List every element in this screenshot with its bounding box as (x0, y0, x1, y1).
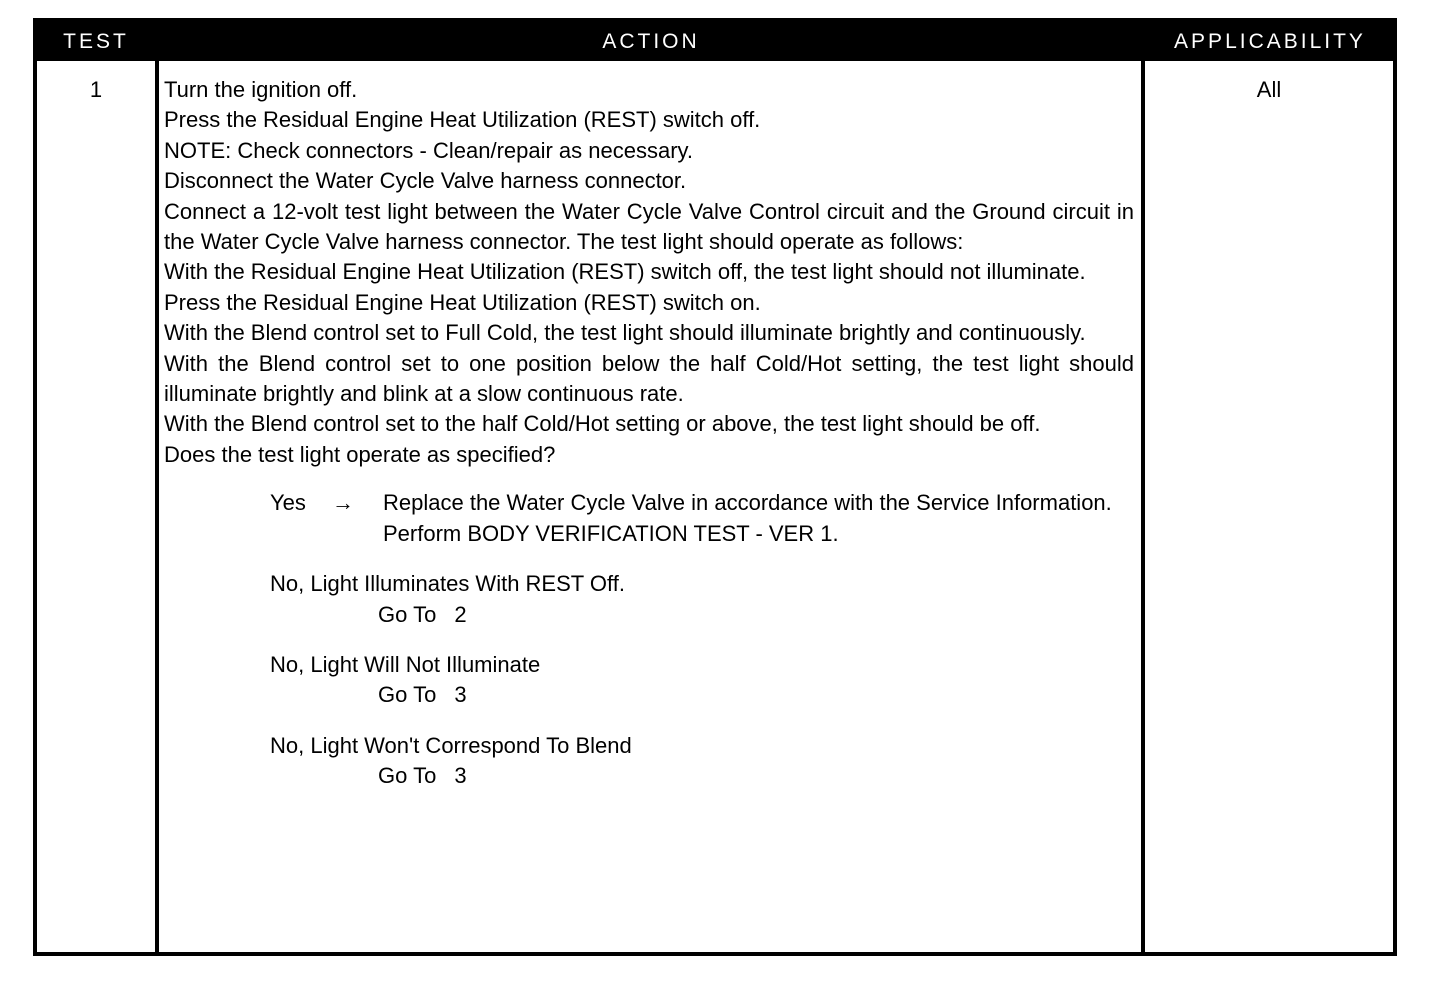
goto-number: 3 (454, 682, 467, 708)
no-option (270, 650, 1134, 711)
action-step: Connect a 12-volt test light between the Water Cycle Valve Control circuit and the Ground circuit in the Water Cycle Valve harness connector. The test light should operate as follows: (164, 198, 1134, 255)
no-option-label: No, Light Illuminates With REST Off. (270, 571, 625, 597)
diagnostic-table (33, 18, 1397, 956)
action-step: With the Blend control set to one position below the half Cold/Hot setting, the test light should illuminate brightly and blink at a slow continuous rate. (164, 350, 1134, 407)
no-option-label: No, Light Will Not Illuminate (270, 651, 541, 677)
goto-number: 3 (454, 763, 467, 789)
action-cell (164, 75, 1134, 792)
no-option-label: No, Light Won't Correspond To Blend (270, 732, 632, 758)
goto-label: Go To (378, 682, 437, 708)
test-number: 1 (89, 77, 103, 102)
no-option (270, 731, 1134, 792)
goto-link (270, 680, 1134, 710)
action-step: Press the Residual Engine Heat Utilization (REST) switch on. (164, 289, 761, 315)
arrow-right-icon: → (332, 490, 354, 516)
no-option (270, 569, 1134, 630)
goto-label: Go To (378, 601, 437, 627)
yes-verification: Perform BODY VERIFICATION TEST - VER 1. (383, 520, 839, 546)
yes-option (270, 488, 1134, 549)
yes-instruction: Replace the Water Cycle Valve in accordance with the Service Information. (383, 490, 1112, 516)
applicability-value: All (1256, 77, 1282, 102)
yes-label: Yes (270, 490, 306, 516)
action-step: Press the Residual Engine Heat Utilization (REST) switch off. (164, 107, 761, 133)
action-question: Does the test light operate as specified? (164, 441, 556, 467)
action-step: Disconnect the Water Cycle Valve harness connector. (164, 168, 687, 194)
header-action: ACTION (602, 30, 700, 53)
goto-link (270, 600, 1134, 630)
action-step: Turn the ignition off. (164, 77, 358, 102)
goto-number: 2 (454, 601, 467, 627)
action-step: With the Residual Engine Heat Utilization (REST) switch off, the test light should not illuminate. (164, 259, 1086, 285)
goto-label: Go To (378, 763, 437, 789)
action-step: With the Blend control set to the half Cold/Hot setting or above, the test light should be off. (164, 411, 1041, 437)
header-test: TEST (63, 30, 129, 53)
action-note: NOTE: Check connectors - Clean/repair as necessary. (164, 137, 694, 163)
table-header (37, 22, 1393, 61)
header-applicability: APPLICABILITY (1174, 30, 1366, 53)
goto-link (270, 761, 1134, 791)
answer-options (164, 488, 1134, 791)
action-step: With the Blend control set to Full Cold, the test light should illuminate brightly and continuously. (164, 320, 1086, 346)
table-row (37, 61, 1393, 952)
